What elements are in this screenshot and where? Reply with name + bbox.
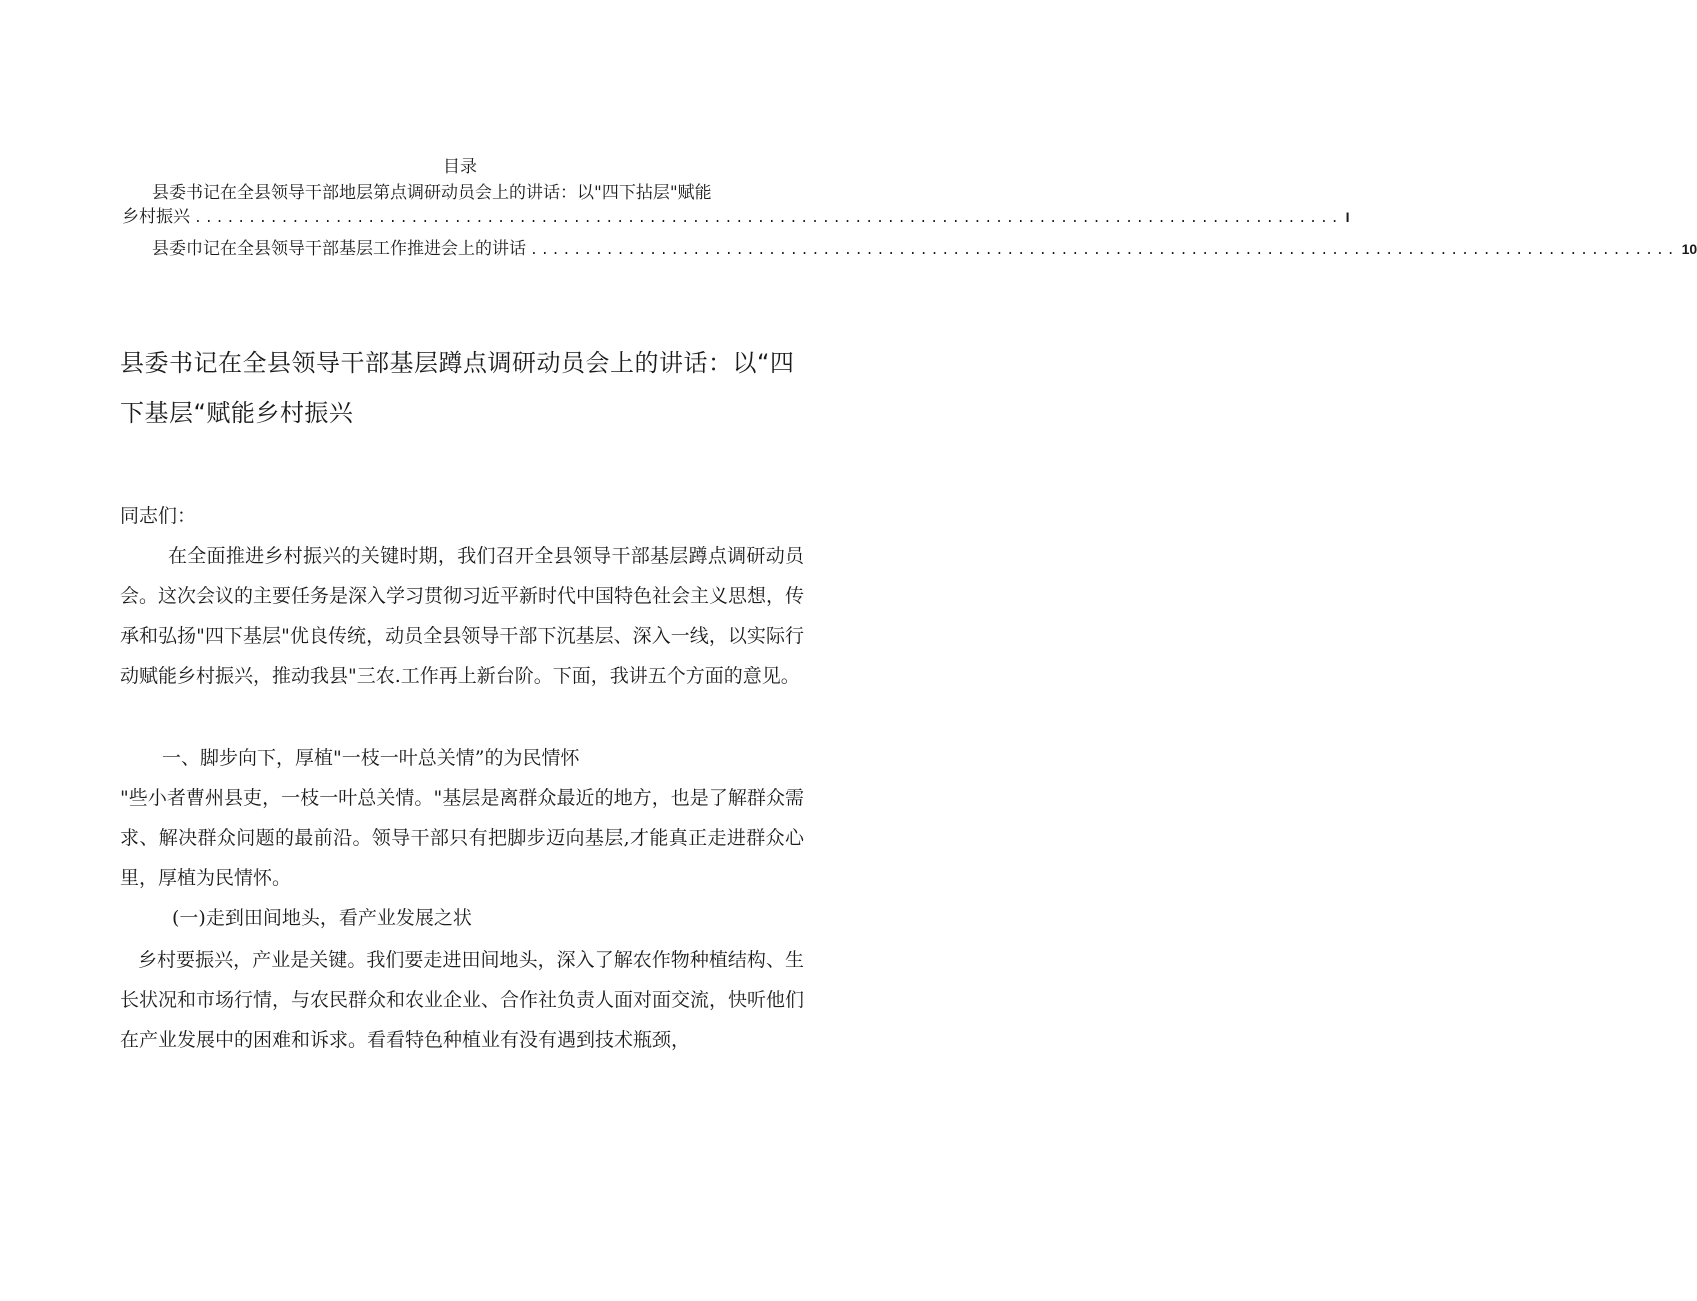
body-paragraph: "些小者曹州县吏，一枝一叶总关情。"基层是离群众最近的地方，也是了解群众需求、解决群众问题的最前沿。领导干部只有把脚步迈向基层,才能真正走进群众心里，厚植为民情怀。: [120, 787, 804, 889]
toc-entry-title: 县委书记在全县领导干部地层第点调研动员会上的讲话：以"四下拈层"赋能: [152, 183, 712, 203]
toc-entry-first-line: [122, 237, 1697, 263]
toc-leader-dots: ..........................................................................................................: [530, 243, 1678, 258]
toc-leader-dots: ..........................................................................................................: [194, 211, 1342, 226]
article-title: 县委书记在全县领导干部基层蹲点调研动员会上的讲话：以“四下基层“赋能乡村振兴: [120, 349, 795, 427]
toc-page-number: I: [1345, 209, 1350, 225]
toc-entry-title-continued: 乡村振兴: [122, 207, 190, 227]
section-heading: 一、脚步向下，厚植"一枝一叶总关情”的为民情怀: [162, 747, 580, 769]
toc-title: 目录: [443, 157, 477, 177]
toc-entry-second-line: [122, 205, 1350, 231]
body-paragraph: 乡村要振兴，产业是关键。我们要走进田间地头，深入了解农作物种植结构、生长状况和市场行情，与农民群众和农业企业、合作社负责人面对面交流，快听他们在产业发展中的困难和诉求。看看特色种植业有没有遇到技术瓶颈，: [120, 949, 805, 1051]
toc-page-number: 10: [1681, 241, 1697, 257]
toc-entry[interactable]: [122, 181, 1350, 231]
toc-entry-title: 县委巾记在全县领导干部基层工作推进会上的讲话: [152, 239, 526, 259]
body-paragraph: 在全面推进乡村振兴的关键时期，我们召开全县领导干部基层蹲点调研动员会。这次会议的主要任务是深入学习贯彻习近平新时代中国特色社会主义思想，传承和弘扬"四下基层"优良传统，动员全县领导干部下沉基层、深入一线，以实际行动赋能乡村振兴，推动我县"三农.工作再上新台阶。下面，我讲五个方面的意见。: [120, 545, 805, 687]
subsection-heading: (一)走到田间地头，看产业发展之状: [172, 907, 472, 929]
salutation: 同志们：: [120, 505, 197, 527]
toc-entry-first-line: [122, 181, 798, 205]
toc-entry[interactable]: [122, 237, 1697, 263]
